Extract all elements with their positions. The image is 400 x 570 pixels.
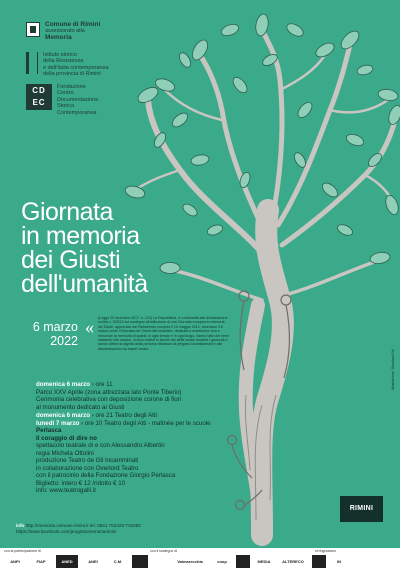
rimini-logo: RIMINI	[340, 496, 383, 522]
logo2-line: Istituto storico	[43, 52, 77, 58]
program-time: › ore 11	[90, 381, 113, 388]
logo2-line: della provincia di Rimini	[43, 71, 101, 78]
sponsor-logo	[236, 555, 250, 568]
footer-caption: si ringraziano	[315, 549, 336, 553]
sponsor-logo: ALTERECO	[282, 559, 304, 564]
sponsor-logo: coop	[217, 559, 227, 564]
sponsor-logo: C.M.	[113, 559, 123, 564]
program-line: Biglietto: intero € 12 /ridotto € 10	[36, 479, 126, 487]
event-title	[21, 200, 221, 296]
program-day: domenica 6 marzo	[36, 381, 90, 388]
comune-crest-icon	[26, 22, 40, 37]
logo3-line: Documentazione	[57, 96, 99, 103]
logo3-line: Storica	[57, 103, 75, 110]
title-line: dell'umanità	[21, 270, 148, 298]
logo-cdec	[26, 84, 98, 116]
program-line: spettacolo teatrale di e con Alessandro Albertin	[36, 442, 165, 449]
date-year: 2022	[50, 334, 78, 348]
event-date	[18, 320, 78, 348]
logo3-line: Fondazione	[57, 84, 86, 90]
title-line: dei Giusti	[21, 246, 121, 274]
logo-istituto-storico	[26, 52, 109, 78]
program-block-theatre	[36, 412, 211, 495]
sponsor-logo	[152, 555, 168, 568]
program-block-ceremony	[36, 381, 181, 411]
sponsor-logo: ANED	[56, 555, 78, 568]
sponsor-strip	[0, 548, 400, 570]
sponsor-logo	[374, 555, 394, 568]
logo2-line: della Resistenza	[43, 58, 84, 65]
sponsor-logo	[352, 555, 370, 568]
program-line: Parco XXV Aprile (zona attrezzata lato Ponte Tiberio)	[36, 388, 182, 396]
program-time: › ore 21 Teatro degli Atti	[90, 412, 157, 419]
sponsor-logo: FIAP	[36, 559, 46, 564]
title-line: in memoria	[21, 222, 140, 250]
sponsor-logo: MEDIA	[257, 559, 271, 564]
show-title: Perlasca	[36, 427, 62, 434]
info-facebook-link[interactable]: https://www.facebook.com/progettomemoriarimini	[16, 529, 117, 534]
program-day: lunedì 7 marzo	[36, 419, 80, 427]
logo1-line3: Memoria	[45, 33, 72, 41]
illustration-credit: Illustrazione: Gianluca Foli	[391, 348, 395, 390]
program-line: regia Michela Ottolini	[36, 449, 94, 457]
cdec-mark-line: CD	[32, 86, 46, 95]
date-day: 6 marzo	[32, 320, 78, 334]
title-line: Giornata	[21, 198, 113, 226]
info-label: info	[16, 523, 25, 528]
sponsor-logo: Valmarecchia	[177, 559, 203, 564]
sponsor-logo: IN	[337, 559, 341, 564]
logo2-line: e dell'Italia contemporanea	[43, 64, 109, 71]
cdec-mark	[26, 84, 52, 110]
logo1-line1: Comune di Rimini	[45, 21, 101, 28]
info-contacts	[16, 523, 141, 535]
law-quote: (Legge 20 dicembre 2017, n. 212) La Repubblica, in conformità alla dichiarazione scritta n. 3/2012 sul sostegno all'istituzione di una Giornata europea in memoria dei Giusti, approvata dal Parlamento europeo il 10 maggio 2012, riconosce il 6 marzo come «Giornata dei Giusti dell'umanità», dedicata a mantenere viva e rinnovare la memoria di quanti, in ogni tempo e in ogni luogo, hanno fatto del bene salvando vite umane, si sono battuti in favore dei diritti umani durante i genocidi e hanno difeso la dignità della persona rifiutando di piegarsi ai totalitarismi e alle discriminazioni tra esseri umani.	[98, 316, 230, 351]
logo1-line2: assessorato alla	[45, 28, 85, 35]
program-link[interactable]: info: www.teatrogalli.it	[36, 487, 96, 494]
sponsor-logo	[132, 555, 148, 568]
logo-comune-rimini	[26, 22, 100, 41]
program-line: con il patrocinio della Fondazione Giorgio Perlasca	[36, 472, 176, 479]
footer-caption: con la partecipazione di	[4, 549, 41, 553]
istituto-mark-icon	[26, 52, 38, 74]
footer-caption: con il sostegno di	[150, 549, 178, 553]
program-line: Cerimonia celebrativa con deposizione corone di fiori	[36, 396, 182, 403]
program-time: › ore 10 Teatro degli Atti - matinée per le scuole	[79, 419, 211, 427]
sponsor-logo	[312, 555, 326, 568]
program-line: produzione Teatro de Gli Incamminati	[36, 457, 139, 464]
sponsor-logo: ANPI	[10, 559, 20, 564]
quote-mark-icon: «	[85, 317, 94, 337]
logo3-line: Centro	[57, 90, 74, 97]
logo3-line: Contemporanea	[57, 109, 97, 116]
cdec-mark-line: EC	[32, 98, 46, 107]
sponsor-logo: ANEI	[88, 559, 98, 564]
program-line: al monumento dedicato ai Giusti	[36, 403, 125, 411]
info-website-link[interactable]: http://memoria.comune.rimini.it tel. 0541 704422-704292	[24, 523, 141, 528]
program-day: domenica 6 marzo	[36, 412, 90, 419]
program-line: in collaborazione con Overlord Teatro	[36, 464, 139, 472]
show-subtitle: Il coraggio di dire no	[36, 434, 97, 442]
